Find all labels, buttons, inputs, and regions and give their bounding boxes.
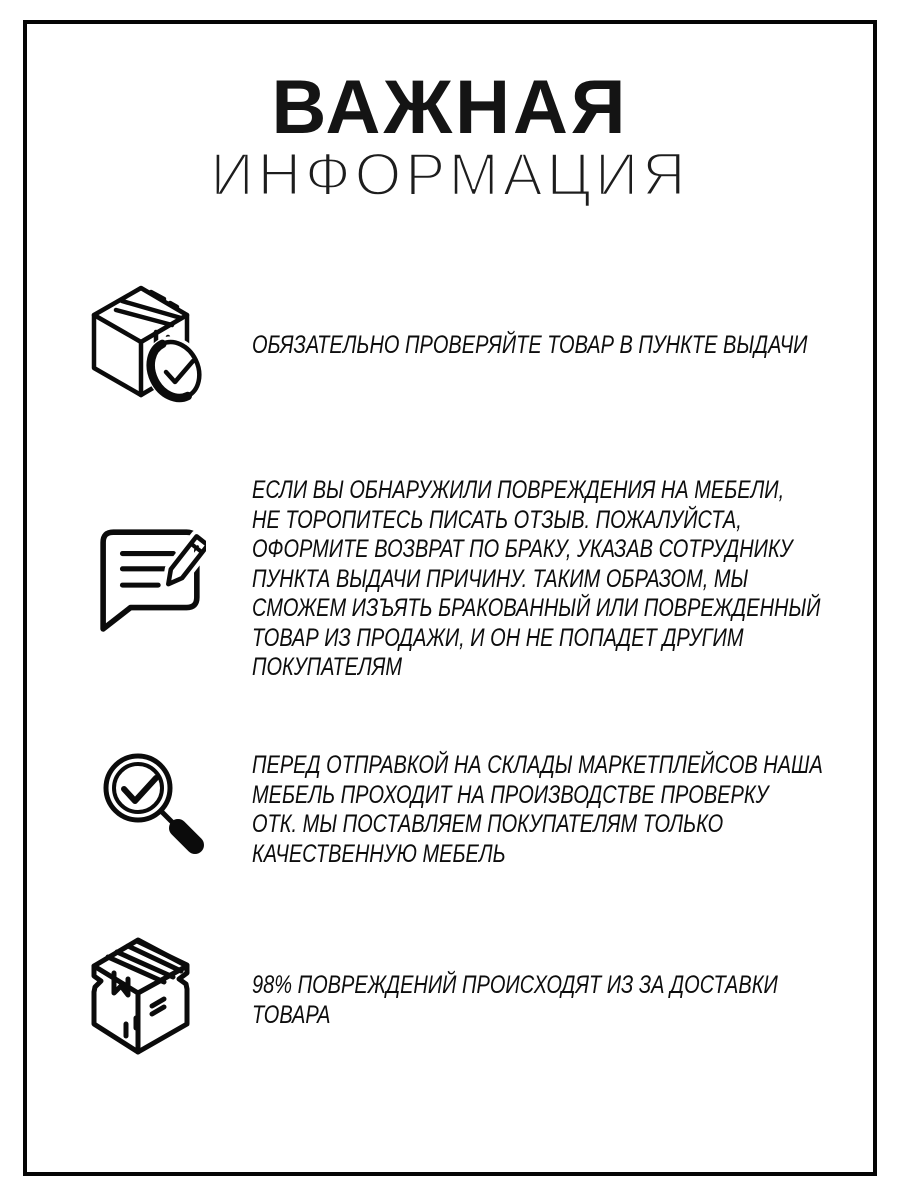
text-line: ЕСЛИ ВЫ ОБНАРУЖИЛИ ПОВРЕЖДЕНИЯ НА МЕБЕЛИ, [252, 476, 785, 504]
text-line: ПОКУПАТЕЛЯМ [252, 653, 403, 681]
text-line: ОБЯЗАТЕЛЬНО ПРОВЕРЯЙТЕ ТОВАР В ПУНКТЕ ВЫДАЧИ [252, 331, 808, 359]
text-line: МЕБЕЛЬ ПРОХОДИТ НА ПРОИЗВОДСТВЕ ПРОВЕРКУ [252, 780, 769, 809]
section-text-delivery-damage [252, 971, 778, 1030]
text-line: СМОЖЕМ ИЗЪЯТЬ БРАКОВАННЫЙ ИЛИ ПОВРЕЖДЕННЫЙ [252, 594, 821, 622]
page-title: ВАЖНАЯ [271, 65, 629, 150]
text-line: ПЕРЕД ОТПРАВКОЙ НА СКЛАДЫ МАРКЕТПЛЕЙСОВ НАША [252, 751, 823, 779]
quality-check-magnifier-icon [100, 750, 210, 864]
damaged-box-icon [90, 936, 192, 1058]
page-subtitle: ИНФОРМАЦИЯ [210, 141, 690, 208]
section-text-check-at-pickup [252, 331, 807, 361]
text-line: ОТК. МЫ ПОСТАВЛЯЕМ ПОКУПАТЕЛЯМ ТОЛЬКО [252, 810, 724, 838]
text-line: ПУНКТА ВЫДАЧИ ПРИЧИНУ. ТАКИМ ОБРАЗОМ, МЫ [252, 564, 749, 593]
text-line: ОФОРМИТЕ ВОЗВРАТ ПО БРАКУ, УКАЗАВ СОТРУДНИКУ [252, 535, 793, 563]
package-check-icon [84, 282, 214, 407]
text-line: КАЧЕСТВЕННУЮ МЕБЕЛЬ [252, 839, 506, 868]
text-line: ТОВАР ИЗ ПРОДАЖИ, И ОН НЕ ПОПАДЕТ ДРУГИМ [252, 623, 744, 652]
text-line: НЕ ТОРОПИТЕСЬ ПИСАТЬ ОТЗЫВ. ПОЖАЛУЙСТА, [252, 505, 742, 534]
review-pencil-icon [96, 524, 206, 634]
section-text-return-policy [252, 476, 820, 683]
text-line: ТОВАРА [252, 1000, 331, 1029]
text-line: 98% ПОВРЕЖДЕНИЙ ПРОИСХОДЯТ ИЗ ЗА ДОСТАВКИ [252, 971, 778, 999]
section-text-quality-control [252, 751, 823, 869]
